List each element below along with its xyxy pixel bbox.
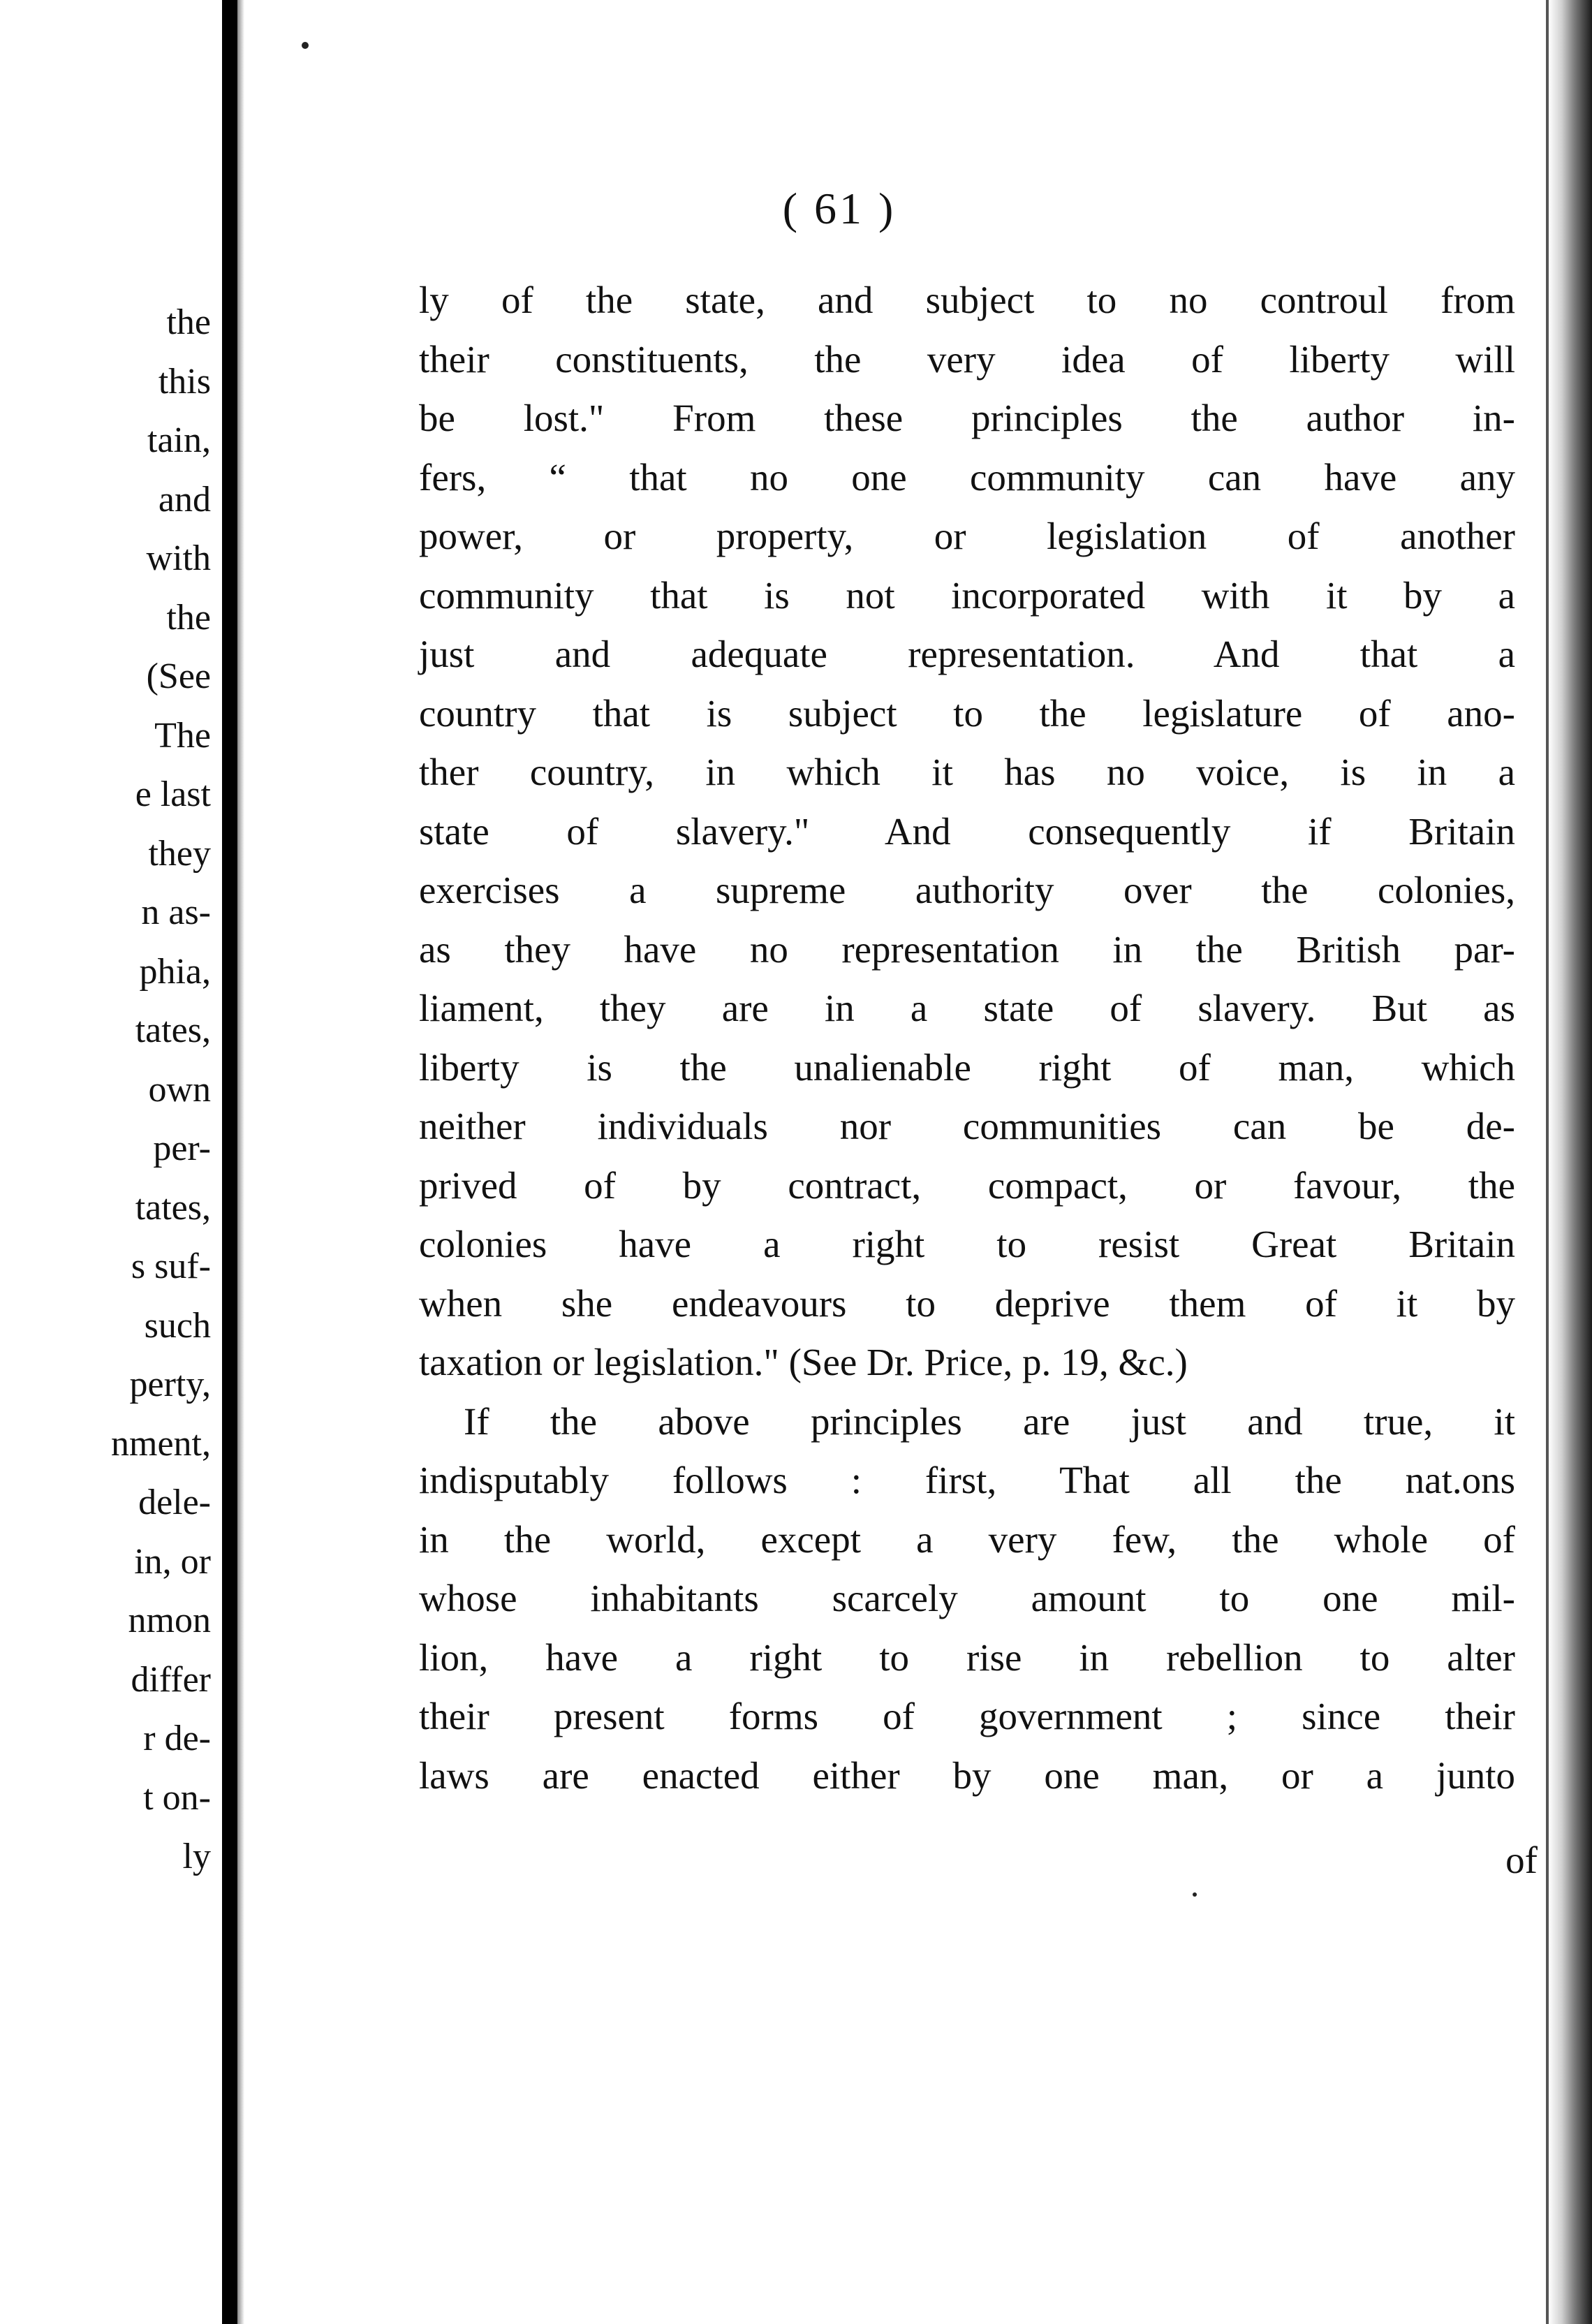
text-line: be lost." From these principles the author in- [419,397,1515,439]
text-line: their present forms of government ; since their [419,1695,1515,1737]
fragment-line: (See [146,656,211,696]
text-line: lion, have a right to rise in rebellion to alter [419,1635,1515,1679]
fragment-line: The [154,715,211,756]
text-line: laws are enacted either by one man, or a junto [419,1753,1515,1797]
catchword: of [1505,1839,1538,1881]
text-line: whose inhabitants scarcely amount to one mil- [419,1577,1515,1619]
fragment-line: and [158,479,211,520]
previous-page-line-endings [111,293,211,1887]
fragment-line: the [166,597,211,638]
text-line: prived of by contract, compact, or favour, the [419,1163,1515,1207]
text-line: state of slavery." And consequently if Britain [419,809,1515,853]
text-line: ly of the state, and subject to no controul from [419,279,1515,321]
text-line: power, or property, or legislation of another [419,515,1515,557]
page-number: ( 61 ) [782,184,897,233]
text-line-paragraph-start: If the above principles are just and true, it [464,1399,1515,1443]
fragment-line: ly [182,1837,211,1876]
fragment-line: e last [135,774,211,814]
text-line: ther country, in which it has no voice, is in a [419,751,1515,793]
fragment-line: n as- [141,892,211,932]
text-line: their constituents, the very idea of liberty will [419,337,1515,381]
text-line: exercises a supreme authority over the colonies, [419,869,1515,911]
fragment-line: differ [131,1659,211,1700]
fragment-line: s suf- [131,1246,211,1286]
text-line: as they have no representation in the British par- [419,927,1515,971]
fragment-line: t on- [143,1777,211,1818]
text-line: taxation or legislation." (See Dr. Price, p. 19, &c.) [419,1341,1188,1383]
text-line: indisputably follows : first, That all the nat.ons [419,1459,1515,1501]
fragment-line: with [146,538,211,578]
fragment-line: r de- [143,1719,211,1758]
fragment-line: nmon [128,1601,211,1640]
text-line: fers, “ that no one community can have any [419,455,1515,499]
fragment-line: they [148,833,211,874]
text-line: in the world, except a very few, the whole of [419,1517,1515,1561]
fragment-line: nment, [111,1423,211,1464]
text-line: neither individuals nor communities can be de- [419,1105,1515,1147]
book-gutter [222,0,237,2324]
text-line: liament, they are in a state of slavery. But as [419,987,1515,1029]
print-speck [302,42,309,49]
fragment-line: this [158,361,211,402]
page-edge-shadow [1549,0,1592,2324]
fragment-line: tates, [135,1010,211,1050]
fragment-line: tates, [135,1187,211,1228]
fragment-line: own [148,1069,211,1110]
fragment-line: phia, [139,951,211,992]
previous-page-fragment [0,0,222,2324]
fragment-line: such [144,1305,211,1346]
fragment-line: in, or [134,1541,211,1582]
fragment-line: the [166,302,211,342]
fragment-line: dele- [138,1483,211,1522]
gutter-shadow [237,0,244,2324]
main-page [244,0,1547,2324]
text-line: country that is subject to the legislature of ano- [419,691,1515,735]
fragment-line: per- [153,1128,211,1168]
text-line: colonies have a right to resist Great Britain [419,1223,1515,1265]
text-line: community that is not incorporated with it by a [419,573,1515,617]
print-speck [1193,1892,1197,1897]
fragment-line: tain, [147,420,211,460]
text-line: when she endeavours to deprive them of it by [419,1281,1515,1325]
fragment-line: perty, [129,1365,211,1404]
text-line: just and adequate representation. And that a [419,633,1515,675]
text-line: liberty is the unalienable right of man, which [419,1045,1515,1089]
body-text [419,271,1515,1805]
